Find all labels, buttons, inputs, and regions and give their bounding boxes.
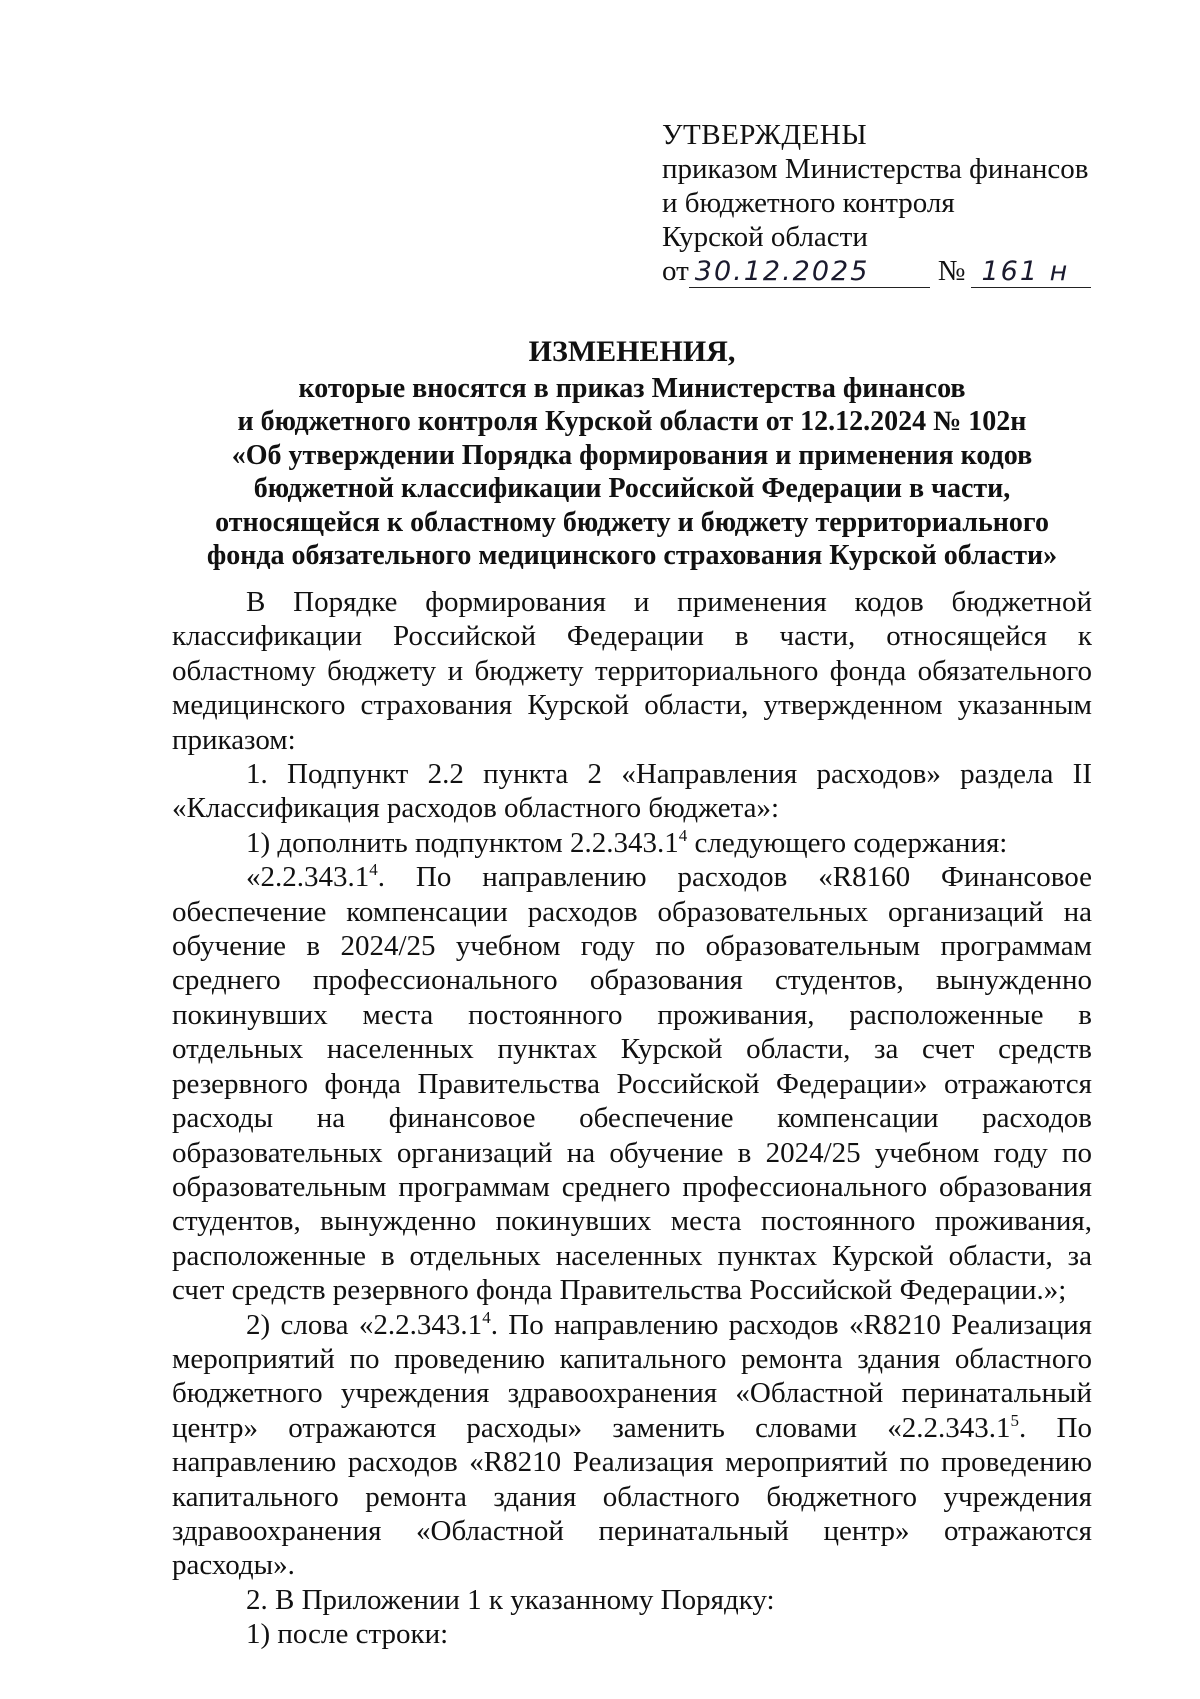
paragraph-subitem-1 [172, 826, 1092, 860]
paragraph-item-2: 2. В Приложении 1 к указанному Порядку: [246, 1583, 775, 1616]
document-body [172, 585, 1092, 1652]
approval-line-1: приказом Министерства финансов [662, 153, 1089, 185]
approval-line-3: Курской области [662, 221, 868, 253]
heading-line: относящейся к областному бюджету и бюджету территориального [215, 506, 1049, 538]
approval-date-row [662, 254, 1142, 288]
paragraph-quoted-text [172, 860, 1092, 1307]
superscript: 4 [678, 825, 688, 845]
heading-line: которые вносятся в приказ Министерства финансов [298, 372, 966, 404]
number-sign: № [937, 255, 966, 287]
text-span: 1) дополнить подпунктом 2.2.343.1 [246, 826, 679, 859]
heading-line: и бюджетного контроля Курской области от 12.12.2024 № 102н [237, 406, 1027, 437]
text-span: следующего содержания: [687, 826, 1008, 859]
text-span: 2) слова «2.2.343.1 [246, 1308, 483, 1341]
paragraph-subitem-2 [172, 1308, 1092, 1583]
text-span: . По направлению расходов «R8210 Реализация мероприятий по проведению капитального ремонта здания областного бюджетного учреждения здравоохранения «Областной перинатальный центр» отражаются расходы» заменить словами «2.2.343.1 [172, 1308, 1092, 1444]
paragraph-item-1: 1. Подпункт 2.2 пункта 2 «Направления расходов» раздела II «Классификация расходов областного бюджета»: [172, 758, 1092, 825]
approval-line-2: и бюджетного контроля [662, 187, 955, 219]
text-span: «2.2.343.1 [246, 861, 370, 894]
superscript: 4 [369, 860, 378, 880]
superscript: 5 [1010, 1410, 1020, 1430]
handwritten-number: 161 н [971, 257, 1091, 288]
text-span: . По направлению расходов «R8160 Финансовое обеспечение компенсации расходов образовательных организаций на обучение в 2024/25 учебном году по образовательным программам среднего профессионального образования студентов, вынужденно покинувших места постоянного проживания, расположенные в отдельных населенных пунктах Курской области, за счет средств резервного фонда Правительства Российской Федерации» отражаются расходы на финансовое обеспечение компенсации расходов образовательных организаций на обучение в 2024/25 учебном году по образовательным программам среднего профессионального образования студентов, вынужденно покинувших места постоянного проживания, расположенные в отдельных населенных пунктах Курской области, за счет средств резервного фонда Правительства Российской Федерации.»; [172, 861, 1092, 1307]
paragraph-intro: В Порядке формирования и применения кодов бюджетной классификации Российской Федерации в части, относящейся к областному бюджету и бюджету территориального фонда обязательного медицинского страхования Курской области, утвержденном указанным приказом: [172, 586, 1092, 756]
heading-line: «Об утверждении Порядка формирования и применения кодов [231, 439, 1033, 471]
text-span: . По направлению расходов «R8210 Реализация мероприятий по проведению капитального ремонта здания областного бюджетного учреждения здравоохранения «Областной перинатальный центр» отражаются расходы». [172, 1411, 1092, 1582]
handwritten-date: 30.12.2025 [689, 257, 930, 288]
paragraph-subitem-after-row: 1) после строки: [246, 1618, 449, 1651]
heading-title: ИЗМЕНЕНИЯ, [528, 335, 736, 368]
approval-title: УТВЕРЖДЕНЫ [662, 119, 868, 151]
approval-block [662, 118, 1142, 288]
superscript: 4 [482, 1307, 491, 1327]
heading-line: фонда обязательного медицинского страхования Курской области» [206, 540, 1058, 571]
heading-line: бюджетной классификации Российской Федерации в части, [253, 473, 1011, 504]
date-prefix: от [662, 255, 689, 287]
document-heading [172, 335, 1092, 573]
